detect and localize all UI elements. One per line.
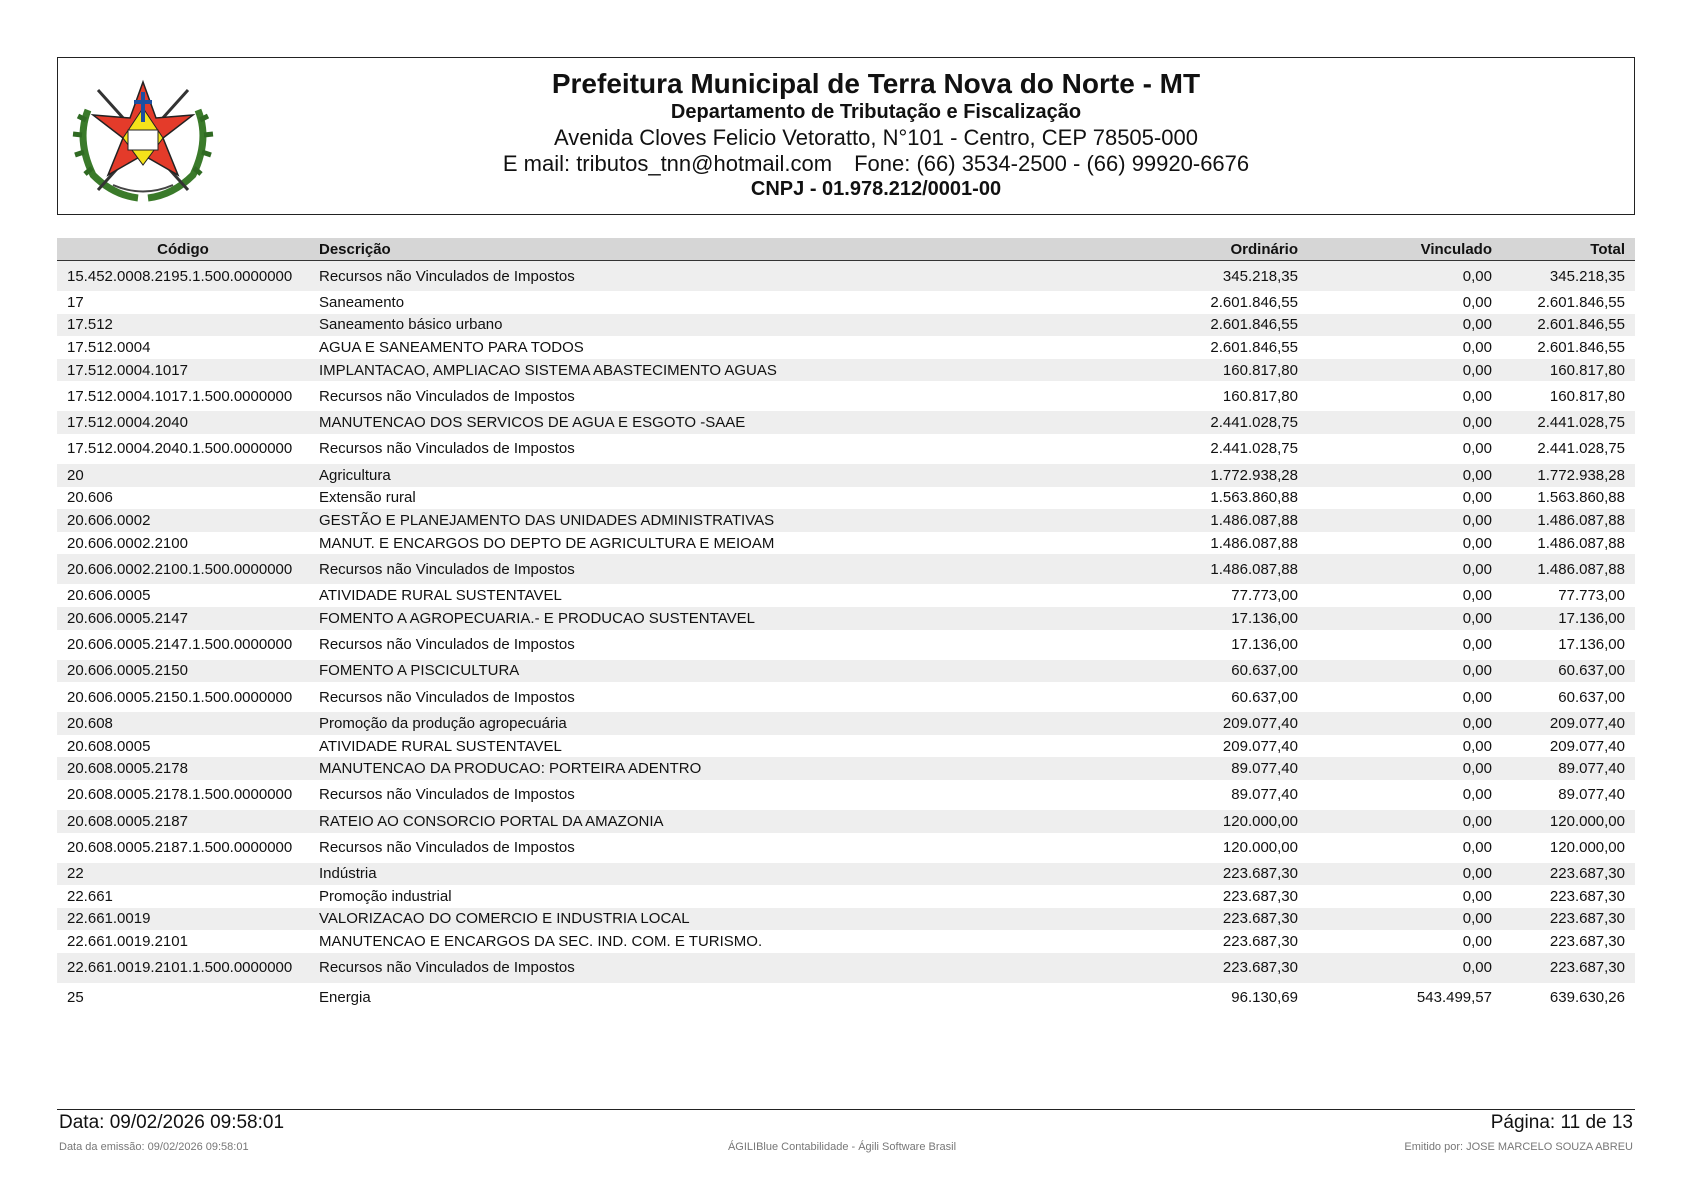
cell-code: 25 <box>67 989 84 1007</box>
cell-ordinario: 89.077,40 <box>1114 757 1308 780</box>
cell-code: 22.661.0019.2101 <box>67 933 188 951</box>
cell-description: ATIVIDADE RURAL SUSTENTAVEL <box>319 737 562 755</box>
cell-vinculado: 0,00 <box>1308 810 1502 833</box>
cell-ordinario: 2.441.028,75 <box>1114 411 1308 434</box>
cell-total: 2.441.028,75 <box>1537 440 1625 458</box>
cell-vinculado: 0,00 <box>1462 587 1492 605</box>
cell-total: 1.772.938,28 <box>1502 464 1635 487</box>
cell-description: IMPLANTACAO, AMPLIACAO SISTEMA ABASTECIMENTO AGUAS <box>309 359 1114 382</box>
cell-total: 2.441.028,75 <box>1502 411 1635 434</box>
cell-vinculado: 0,00 <box>1462 293 1492 311</box>
cell-code: 17.512.0004.2040.1.500.0000000 <box>67 440 293 458</box>
table-body <box>57 261 1635 1013</box>
cell-vinculado: 0,00 <box>1308 953 1502 983</box>
cell-vinculado: 543.499,57 <box>1416 989 1492 1007</box>
cell-vinculado: 0,00 <box>1308 314 1502 337</box>
cell-ordinario: 223.687,30 <box>1114 953 1308 983</box>
footer-date: Data: 09/02/2026 09:58:01 <box>59 1112 285 1133</box>
cell-total: 223.687,30 <box>1549 933 1625 951</box>
table-row <box>57 630 1635 660</box>
cell-ordinario: 1.563.860,88 <box>1210 489 1298 507</box>
cell-code: 20.606.0002.2100 <box>67 534 188 552</box>
column-header-code: Código <box>57 238 309 261</box>
cell-ordinario: 60.637,00 <box>1114 660 1308 683</box>
cell-description: Recursos não Vinculados de Impostos <box>319 440 575 458</box>
table-row <box>57 314 1635 337</box>
table-row <box>57 487 1635 510</box>
cell-ordinario: 160.817,80 <box>1114 359 1308 382</box>
cell-code: 20.608.0005.2187 <box>57 810 309 833</box>
cell-description: VALORIZACAO DO COMERCIO E INDUSTRIA LOCAL <box>309 908 1114 931</box>
emission-date: Data da emissão: 09/02/2026 09:58:01 <box>59 1141 249 1153</box>
cell-code: 22.661.0019.2101.1.500.0000000 <box>57 953 309 983</box>
cell-total: 89.077,40 <box>1558 786 1625 804</box>
cell-ordinario: 223.687,30 <box>1222 933 1298 951</box>
cell-ordinario: 1.772.938,28 <box>1114 464 1308 487</box>
table-row <box>57 359 1635 382</box>
table-row <box>57 381 1635 411</box>
cell-total: 639.630,26 <box>1549 989 1625 1007</box>
cell-vinculado: 0,00 <box>1308 660 1502 683</box>
cell-vinculado: 0,00 <box>1462 933 1492 951</box>
cell-ordinario: 209.077,40 <box>1114 712 1308 735</box>
table-row <box>57 712 1635 735</box>
cell-vinculado: 0,00 <box>1462 440 1492 458</box>
cell-vinculado: 0,00 <box>1462 338 1492 356</box>
cell-code: 17.512.0004 <box>67 338 151 356</box>
cell-vinculado: 0,00 <box>1308 509 1502 532</box>
page-number: Página: 11 de 13 <box>1490 1112 1633 1133</box>
cell-code: 17.512.0004.2040 <box>57 411 309 434</box>
issued-by: Emitido por: JOSE MARCELO SOUZA ABREU <box>1404 1141 1633 1153</box>
cell-description: Recursos não Vinculados de Impostos <box>319 786 575 804</box>
cell-description: MANUTENCAO DA PRODUCAO: PORTEIRA ADENTRO <box>309 757 1114 780</box>
cell-code: 20.606.0005.2150 <box>57 660 309 683</box>
cell-description: Recursos não Vinculados de Impostos <box>319 636 575 654</box>
cell-total: 160.817,80 <box>1502 359 1635 382</box>
cell-total: 89.077,40 <box>1502 757 1635 780</box>
cell-total: 2.601.846,55 <box>1502 314 1635 337</box>
page-title: Prefeitura Municipal de Terra Nova do Norte - MT <box>551 68 1201 99</box>
cell-description: Promoção industrial <box>319 887 452 905</box>
cell-description: Extensão rural <box>319 489 416 507</box>
cell-total: 223.687,30 <box>1502 953 1635 983</box>
cell-vinculado: 0,00 <box>1308 261 1502 292</box>
report-header <box>57 57 1635 215</box>
cell-vinculado: 0,00 <box>1462 688 1492 706</box>
cell-total: 1.486.087,88 <box>1502 554 1635 584</box>
cell-description: MANUTENCAO DOS SERVICOS DE AGUA E ESGOTO -SAAE <box>309 411 1114 434</box>
cell-ordinario: 223.687,30 <box>1222 887 1298 905</box>
phone-text: Fone: (66) 3534-2500 - (66) 99920-6676 <box>854 151 1250 176</box>
table-row <box>57 291 1635 314</box>
cell-ordinario: 2.601.846,55 <box>1114 314 1308 337</box>
cell-code: 20.608.0005 <box>67 737 151 755</box>
cell-vinculado: 0,00 <box>1462 737 1492 755</box>
cell-code: 20.606.0002.2100.1.500.0000000 <box>57 554 309 584</box>
software-credit: ÁGILIBlue Contabilidade - Ágili Software Brasil <box>727 1141 957 1153</box>
table-row <box>57 434 1635 464</box>
cell-description: MANUT. E ENCARGOS DO DEPTO DE AGRICULTURA E MEIOAM <box>319 534 775 552</box>
cell-ordinario: 17.136,00 <box>1114 607 1308 630</box>
cell-ordinario: 96.130,69 <box>1231 989 1298 1007</box>
table-row <box>57 261 1635 292</box>
cell-code: 17.512 <box>57 314 309 337</box>
cell-description: Energia <box>319 989 371 1007</box>
cell-description: Agricultura <box>309 464 1114 487</box>
cell-code: 20.608.0005.2178.1.500.0000000 <box>67 786 293 804</box>
cell-description: FOMENTO A AGROPECUARIA.- E PRODUCAO SUSTENTAVEL <box>309 607 1114 630</box>
cell-vinculado: 0,00 <box>1462 887 1492 905</box>
cell-description: AGUA E SANEAMENTO PARA TODOS <box>319 338 584 356</box>
cell-total: 17.136,00 <box>1558 636 1625 654</box>
table-row <box>57 532 1635 555</box>
cell-total: 345.218,35 <box>1502 261 1635 292</box>
column-header-ordinario: Ordinário <box>1114 238 1308 261</box>
cell-description: Recursos não Vinculados de Impostos <box>309 261 1114 292</box>
table-row <box>57 336 1635 359</box>
cell-code: 20.608.0005.2178 <box>57 757 309 780</box>
cell-total: 60.637,00 <box>1558 688 1625 706</box>
cell-vinculado: 0,00 <box>1462 489 1492 507</box>
cell-vinculado: 0,00 <box>1462 387 1492 405</box>
cell-total: 209.077,40 <box>1549 737 1625 755</box>
cell-vinculado: 0,00 <box>1462 786 1492 804</box>
cell-vinculado: 0,00 <box>1308 757 1502 780</box>
table-row <box>57 584 1635 607</box>
table-row <box>57 509 1635 532</box>
table-row <box>57 930 1635 953</box>
cell-code: 20.606 <box>67 489 113 507</box>
cell-ordinario: 209.077,40 <box>1222 737 1298 755</box>
cell-total: 209.077,40 <box>1502 712 1635 735</box>
cell-vinculado: 0,00 <box>1308 359 1502 382</box>
cell-code: 22.661 <box>67 887 113 905</box>
cell-vinculado: 0,00 <box>1308 863 1502 886</box>
cell-total: 17.136,00 <box>1502 607 1635 630</box>
cell-vinculado: 0,00 <box>1308 908 1502 931</box>
cell-ordinario: 120.000,00 <box>1114 810 1308 833</box>
contact-line <box>118 151 1634 177</box>
cell-total: 60.637,00 <box>1502 660 1635 683</box>
cell-description: MANUTENCAO E ENCARGOS DA SEC. IND. COM. E TURISMO. <box>319 933 763 951</box>
address-text: Avenida Cloves Felicio Vetoratto, N°101 - Centro, CEP 78505-000 <box>554 125 1198 150</box>
cell-total: 223.687,30 <box>1549 887 1625 905</box>
cell-code: 20.606.0005.2150.1.500.0000000 <box>67 688 293 706</box>
cell-description: Recursos não Vinculados de Impostos <box>319 839 575 856</box>
table-row <box>57 411 1635 434</box>
cell-total: 77.773,00 <box>1558 587 1625 605</box>
table-row <box>57 983 1635 1013</box>
cell-description: RATEIO AO CONSORCIO PORTAL DA AMAZONIA <box>309 810 1114 833</box>
cell-description: Promoção da produção agropecuária <box>309 712 1114 735</box>
cell-description: Recursos não Vinculados de Impostos <box>319 387 575 405</box>
cell-ordinario: 223.687,30 <box>1114 863 1308 886</box>
cell-code: 17 <box>67 293 84 311</box>
cell-description: FOMENTO A PISCICULTURA <box>309 660 1114 683</box>
cell-code: 20.608 <box>57 712 309 735</box>
cell-description: Saneamento básico urbano <box>309 314 1114 337</box>
cell-vinculado: 0,00 <box>1308 464 1502 487</box>
cell-ordinario: 345.218,35 <box>1114 261 1308 292</box>
cell-code: 22.661.0019 <box>57 908 309 931</box>
table-row <box>57 464 1635 487</box>
cell-total: 1.563.860,88 <box>1537 489 1625 507</box>
cell-code: 22 <box>57 863 309 886</box>
cnpj-text: CNPJ - 01.978.212/0001-00 <box>750 178 1002 200</box>
cell-code: 20.606.0005.2147 <box>57 607 309 630</box>
cell-code: 20.606.0005 <box>67 587 151 605</box>
table-row <box>57 735 1635 758</box>
column-header-vinculado: Vinculado <box>1308 238 1502 261</box>
cell-code: 15.452.0008.2195.1.500.0000000 <box>57 261 309 292</box>
cell-ordinario: 2.601.846,55 <box>1210 338 1298 356</box>
table-row <box>57 607 1635 630</box>
table-row <box>57 885 1635 908</box>
cell-ordinario: 120.000,00 <box>1222 839 1298 856</box>
cell-ordinario: 89.077,40 <box>1231 786 1298 804</box>
table-row <box>57 660 1635 683</box>
cell-ordinario: 17.136,00 <box>1231 636 1298 654</box>
email-text: E mail: tributos_tnn@hotmail.com <box>502 151 833 176</box>
cell-vinculado: 0,00 <box>1462 534 1492 552</box>
cell-description: Saneamento <box>319 293 405 311</box>
cell-total: 1.486.087,88 <box>1537 534 1625 552</box>
table-row <box>57 908 1635 931</box>
column-header-total: Total <box>1502 238 1635 261</box>
cell-code: 17.512.0004.1017.1.500.0000000 <box>67 387 293 405</box>
cell-description: Indústria <box>309 863 1114 886</box>
table-header-row <box>57 238 1635 261</box>
cell-vinculado: 0,00 <box>1308 712 1502 735</box>
cell-total: 2.601.846,55 <box>1537 293 1625 311</box>
cell-ordinario: 60.637,00 <box>1231 688 1298 706</box>
cell-total: 223.687,30 <box>1502 863 1635 886</box>
cell-ordinario: 2.441.028,75 <box>1210 440 1298 458</box>
table-row <box>57 682 1635 712</box>
cell-ordinario: 1.486.087,88 <box>1114 509 1308 532</box>
cell-total: 120.000,00 <box>1502 810 1635 833</box>
cell-description: Recursos não Vinculados de Impostos <box>309 554 1114 584</box>
table-row <box>57 953 1635 983</box>
cell-total: 2.601.846,55 <box>1537 338 1625 356</box>
cell-ordinario: 1.486.087,88 <box>1114 554 1308 584</box>
cell-vinculado: 0,00 <box>1462 636 1492 654</box>
cell-description: Recursos não Vinculados de Impostos <box>319 688 575 706</box>
budget-table <box>57 238 1635 1013</box>
cell-total: 160.817,80 <box>1549 387 1625 405</box>
column-header-description: Descrição <box>309 238 1114 261</box>
cell-ordinario: 223.687,30 <box>1114 908 1308 931</box>
cell-code: 20.606.0005.2147.1.500.0000000 <box>67 636 293 654</box>
table-row <box>57 810 1635 833</box>
cell-vinculado: 0,00 <box>1308 554 1502 584</box>
cell-total: 120.000,00 <box>1549 839 1625 856</box>
cell-code: 17.512.0004.1017 <box>57 359 309 382</box>
cell-total: 1.486.087,88 <box>1502 509 1635 532</box>
table-row <box>57 863 1635 886</box>
cell-description: Recursos não Vinculados de Impostos <box>309 953 1114 983</box>
table-row <box>57 780 1635 810</box>
cell-ordinario: 2.601.846,55 <box>1210 293 1298 311</box>
cell-code: 20.606.0002 <box>57 509 309 532</box>
cell-vinculado: 0,00 <box>1308 411 1502 434</box>
cell-ordinario: 77.773,00 <box>1231 587 1298 605</box>
department-name: Departamento de Tributação e Fiscalização <box>670 101 1082 123</box>
cell-total: 223.687,30 <box>1502 908 1635 931</box>
cell-ordinario: 1.486.087,88 <box>1210 534 1298 552</box>
cell-code: 20 <box>57 464 309 487</box>
table-row <box>57 757 1635 780</box>
table-row <box>57 554 1635 584</box>
cell-description: GESTÃO E PLANEJAMENTO DAS UNIDADES ADMINISTRATIVAS <box>309 509 1114 532</box>
cell-vinculado: 0,00 <box>1462 839 1492 856</box>
cell-description: ATIVIDADE RURAL SUSTENTAVEL <box>319 587 562 605</box>
cell-vinculado: 0,00 <box>1308 607 1502 630</box>
cell-ordinario: 160.817,80 <box>1222 387 1298 405</box>
table-row <box>57 833 1635 863</box>
footer-divider <box>57 1109 1635 1110</box>
cell-code: 20.608.0005.2187.1.500.0000000 <box>67 839 293 856</box>
